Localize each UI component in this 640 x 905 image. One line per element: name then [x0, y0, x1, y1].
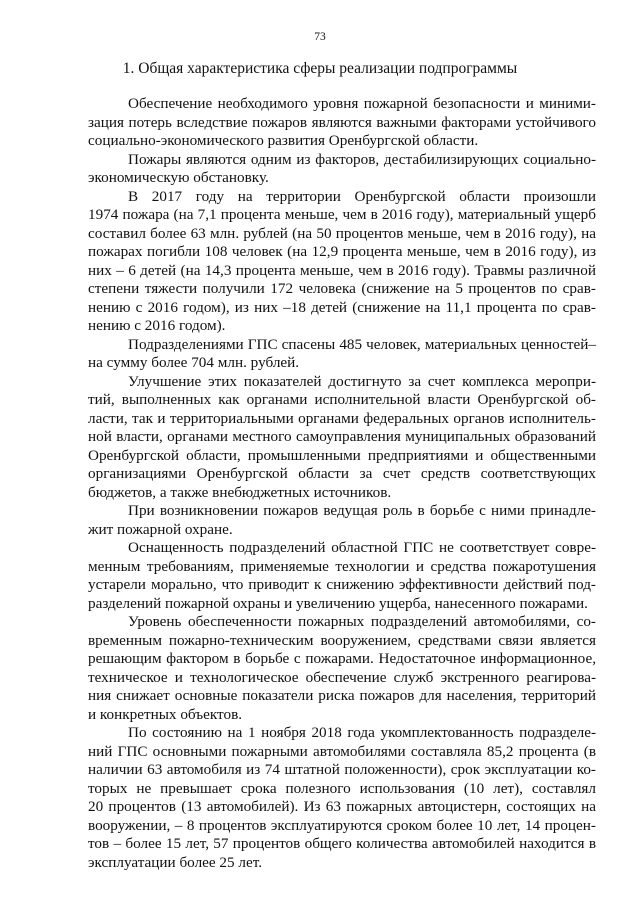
- text-line: зация потерь вследствие пожаров являются важными факторами устойчивого: [88, 113, 596, 131]
- text-line: на сумму более 704 млн. рублей.: [88, 354, 300, 371]
- text-line: бюджетов, а также внебюджетных источников.: [88, 483, 392, 501]
- text-line: тий, выполненных как органами исполнительной власти Оренбургской об-: [88, 391, 596, 408]
- paragraph: [88, 502, 596, 539]
- text-line: тов – более 15 лет, 57 процентов общего количества автомобилей находится в: [88, 835, 596, 852]
- text-line: техническое и технологическое обеспечение служб экстренного реагирова-: [88, 668, 596, 686]
- text-line: экономическую обстановку.: [88, 169, 269, 186]
- text-line: Обеспечение необходимого уровня пожарной безопасности и миними-: [128, 95, 596, 112]
- section-heading: 1. Общая характеристика сферы реализации подпрограммы: [122, 60, 518, 77]
- text-line: решающим фактором в борьбе с пожарами. Недостаточное информационное,: [88, 650, 596, 667]
- text-line: При возникновении пожаров ведущая роль в борьбе с ними принадле-: [128, 502, 596, 519]
- text-line: наличии 63 автомобиля из 74 штатной положенности), срок эксплуатации ко-: [88, 761, 596, 778]
- page-number: 73: [314, 31, 326, 43]
- text-line: временным пожарно-техническим вооружением, средствами связи является: [88, 631, 596, 649]
- text-line: По состоянию на 1 ноября 2018 года укомплектованность подразделе-: [128, 724, 596, 741]
- text-line: жит пожарной охране.: [88, 520, 233, 538]
- text-line: торых не превышает срока полезного использования (10 лет), составлял: [88, 779, 596, 797]
- text-line: нению с 2016 годом).: [88, 317, 226, 334]
- text-line: Подразделениями ГПС спасены 485 человек, материальных ценностей–: [128, 335, 596, 353]
- paragraph: [88, 188, 596, 336]
- text-line: Пожары являются одним из факторов, дестабилизирующих социально-: [128, 150, 596, 168]
- paragraph: [88, 336, 596, 373]
- text-line: них – 6 детей (на 14,3 процента меньше, чем в 2016 году). Травмы различной: [88, 261, 596, 279]
- paragraph: [88, 151, 596, 188]
- text-line: эксплуатации более 25 лет.: [88, 853, 263, 871]
- text-line: социально-экономического развития Оренбургской области.: [88, 132, 479, 149]
- text-line: менным требованиям, применяемые технологии и средства пожаротушения: [88, 557, 596, 575]
- paragraph: [88, 724, 596, 872]
- text-line: ния снижает основные показатели риска пожаров для населения, территорий: [88, 687, 596, 704]
- text-line: организациями Оренбургской области за счет средств соответствующих: [88, 465, 596, 482]
- text-line: ний ГПС основными пожарными автомобилями составляла 85,2 процента (в: [88, 742, 596, 760]
- text-line: степени тяжести получили 172 человека (снижение на 5 процентов по срав-: [88, 280, 596, 297]
- text-line: 1974 пожара (на 7,1 процента меньше, чем в 2016 году), материальный ущерб: [88, 206, 596, 223]
- paragraph: [88, 539, 596, 613]
- text-line: Уровень обеспеченности пожарных подразделений автомобилями, со-: [128, 613, 596, 630]
- text-line: и конкретных объектов.: [88, 705, 243, 723]
- paragraph: [88, 373, 596, 503]
- paragraph: [88, 613, 596, 724]
- text-line: вооружении, – 8 процентов эксплуатируются сроком более 10 лет, 14 процен-: [88, 816, 596, 834]
- text-line: 20 процентов (13 автомобилей). Из 63 пожарных автоцистерн, состоящих на: [88, 798, 596, 815]
- text-line: В 2017 году на территории Оренбургской области произошли: [128, 187, 596, 205]
- text-line: ласти, так и территориальными органами федеральных органов исполнитель-: [88, 409, 596, 427]
- text-line: ной власти, органами местного самоуправления муниципальных образований: [88, 428, 596, 445]
- paragraph: [88, 95, 596, 151]
- text-line: нению с 2016 годом), из них –18 детей (снижение на 11,1 процента по срав-: [88, 298, 596, 316]
- text-line: устарели морально, что приводит к снижению эффективности действий под-: [88, 576, 596, 593]
- text-line: пожарах погибли 108 человек (на 12,9 процента меньше, чем в 2016 году), из: [88, 243, 596, 260]
- text-line: составил более 63 млн. рублей (на 50 процентов меньше, чем в 2016 году), на: [88, 224, 596, 242]
- body-text: [88, 95, 596, 872]
- text-line: Оренбургской области, промышленными предприятиями и общественными: [88, 446, 596, 464]
- text-line: разделений пожарной охраны и увеличению ущерба, нанесенного пожарами.: [88, 594, 588, 612]
- text-line: Улучшение этих показателей достигнуто за счет комплекса меропри-: [128, 372, 596, 390]
- text-line: Оснащенность подразделений областной ГПС не соответствует совре-: [128, 539, 596, 556]
